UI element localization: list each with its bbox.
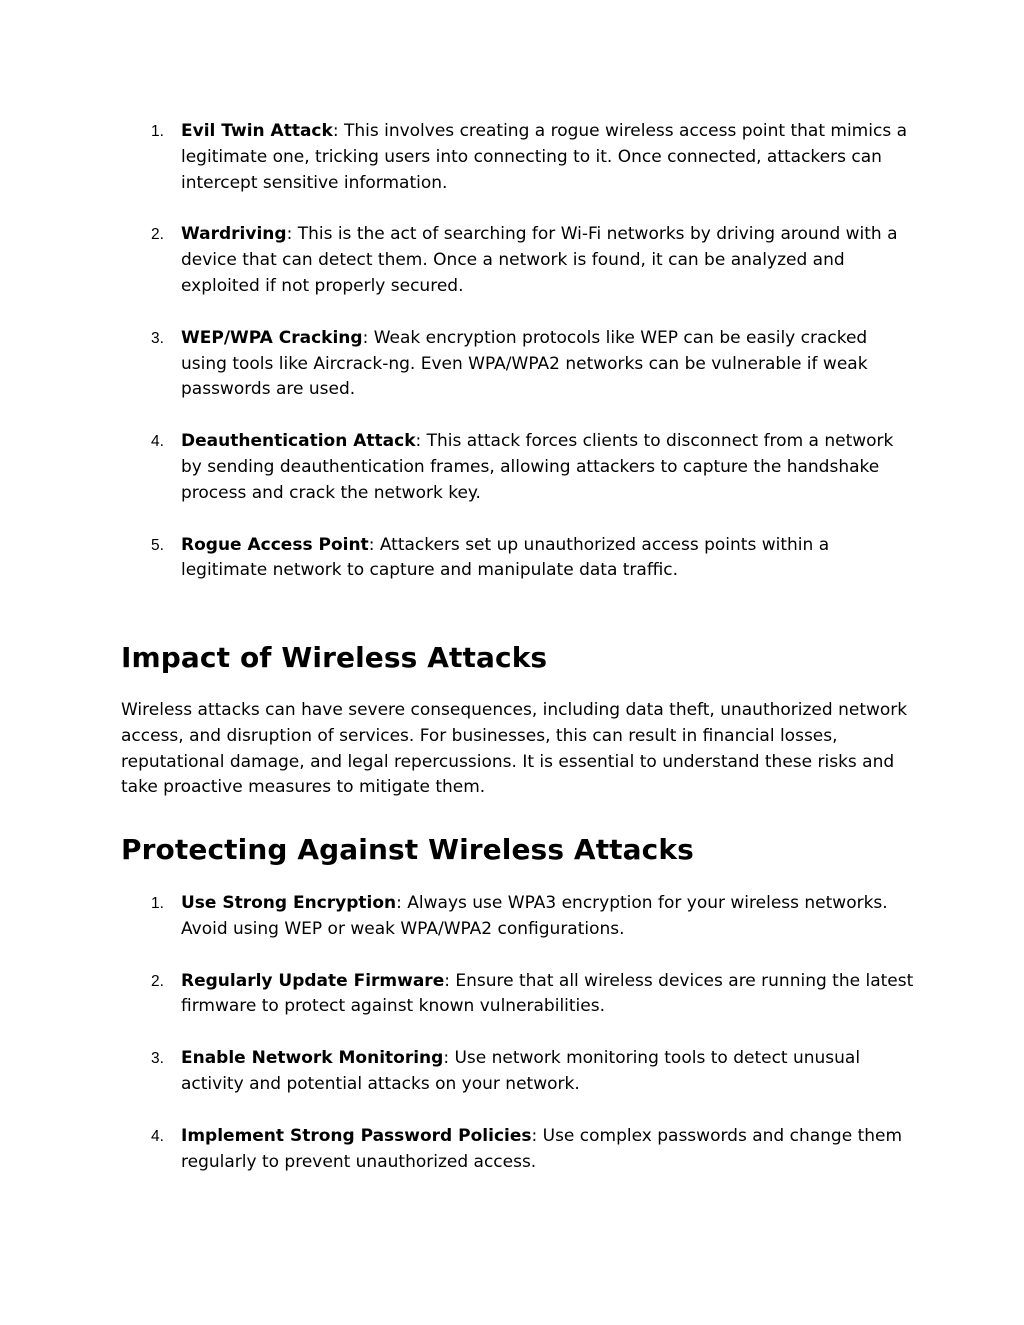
list-item-text: : Ensure that all wireless devices are running the latest firmware to protect against known vulnerabilities. xyxy=(181,970,914,1017)
list-item xyxy=(0,969,1024,1021)
list-number: 3. xyxy=(151,329,164,347)
list-number: 3. xyxy=(151,1050,164,1068)
impact-heading: Impact of Wireless Attacks xyxy=(121,641,548,674)
list-item xyxy=(0,1046,1024,1098)
list-number: 2. xyxy=(151,972,164,990)
list-number: 4. xyxy=(151,433,164,451)
list-item-text: : This is the act of searching for Wi-Fi networks by driving around with a device that can detect them. Once a network is found, it can be analyzed and exploited if not properly secured. xyxy=(181,224,898,296)
list-item-text: : Attackers set up unauthorized access points within a legitimate network to capture and manipulate data traffic. xyxy=(181,534,830,581)
list-item xyxy=(0,326,1024,403)
list-item-term: WEP/WPA Cracking xyxy=(181,327,363,348)
list-item-term: Implement Strong Password Policies xyxy=(181,1125,532,1146)
list-item-term: Rogue Access Point xyxy=(181,534,369,555)
list-item-term: Wardriving xyxy=(181,224,287,245)
list-item-text: : Use complex passwords and change them regularly to prevent unauthorized access. xyxy=(181,1125,903,1172)
list-item xyxy=(0,1124,1024,1176)
list-item-term: Deauthentication Attack xyxy=(181,431,416,452)
list-item-text: : This attack forces clients to disconnect from a network by sending deauthentication frames, allowing attackers to capture the handshake process and crack the network key. xyxy=(181,431,894,503)
list-item-term: Regularly Update Firmware xyxy=(181,970,445,991)
list-item-term: Enable Network Monitoring xyxy=(181,1048,444,1069)
list-number: 2. xyxy=(151,226,164,244)
protecting-heading: Protecting Against Wireless Attacks xyxy=(121,833,694,866)
list-item-term: Evil Twin Attack xyxy=(181,121,333,141)
list-item-text: : Use network monitoring tools to detect unusual activity and potential attacks on your network. xyxy=(181,1048,861,1094)
list-item-term: Use Strong Encryption xyxy=(181,893,397,913)
attack-types-list xyxy=(0,119,1024,584)
list-item xyxy=(0,533,1024,585)
list-number: 1. xyxy=(151,123,164,140)
list-item xyxy=(0,891,1024,943)
list-item xyxy=(0,429,1024,506)
list-item-text: : This involves creating a rogue wireless access point that mimics a legitimate one, tricking users into connecting to it. Once connected, attackers can intercept sensitive information. xyxy=(181,121,907,193)
list-item xyxy=(0,222,1024,299)
list-item xyxy=(0,119,1024,196)
list-number: 1. xyxy=(151,895,164,912)
list-item-text: : Always use WPA3 encryption for your wireless networks. Avoid using WEP or weak WPA/WPA2 configurations. xyxy=(181,893,888,939)
list-item-text: : Weak encryption protocols like WEP can be easily cracked using tools like Aircrack-ng. Even WPA/WPA2 networks can be vulnerable if weak passwords are used. xyxy=(181,327,868,400)
list-number: 4. xyxy=(151,1127,164,1145)
protection-list xyxy=(0,891,1024,1175)
impact-paragraph: Wireless attacks can have severe consequences, including data theft, unauthorized network access, and disruption of services. For businesses, this can result in financial losses, reputational damage, and legal repercussions. It is essential to understand these risks and take proactive measures to mitigate them. xyxy=(121,700,908,798)
list-number: 5. xyxy=(151,536,164,554)
